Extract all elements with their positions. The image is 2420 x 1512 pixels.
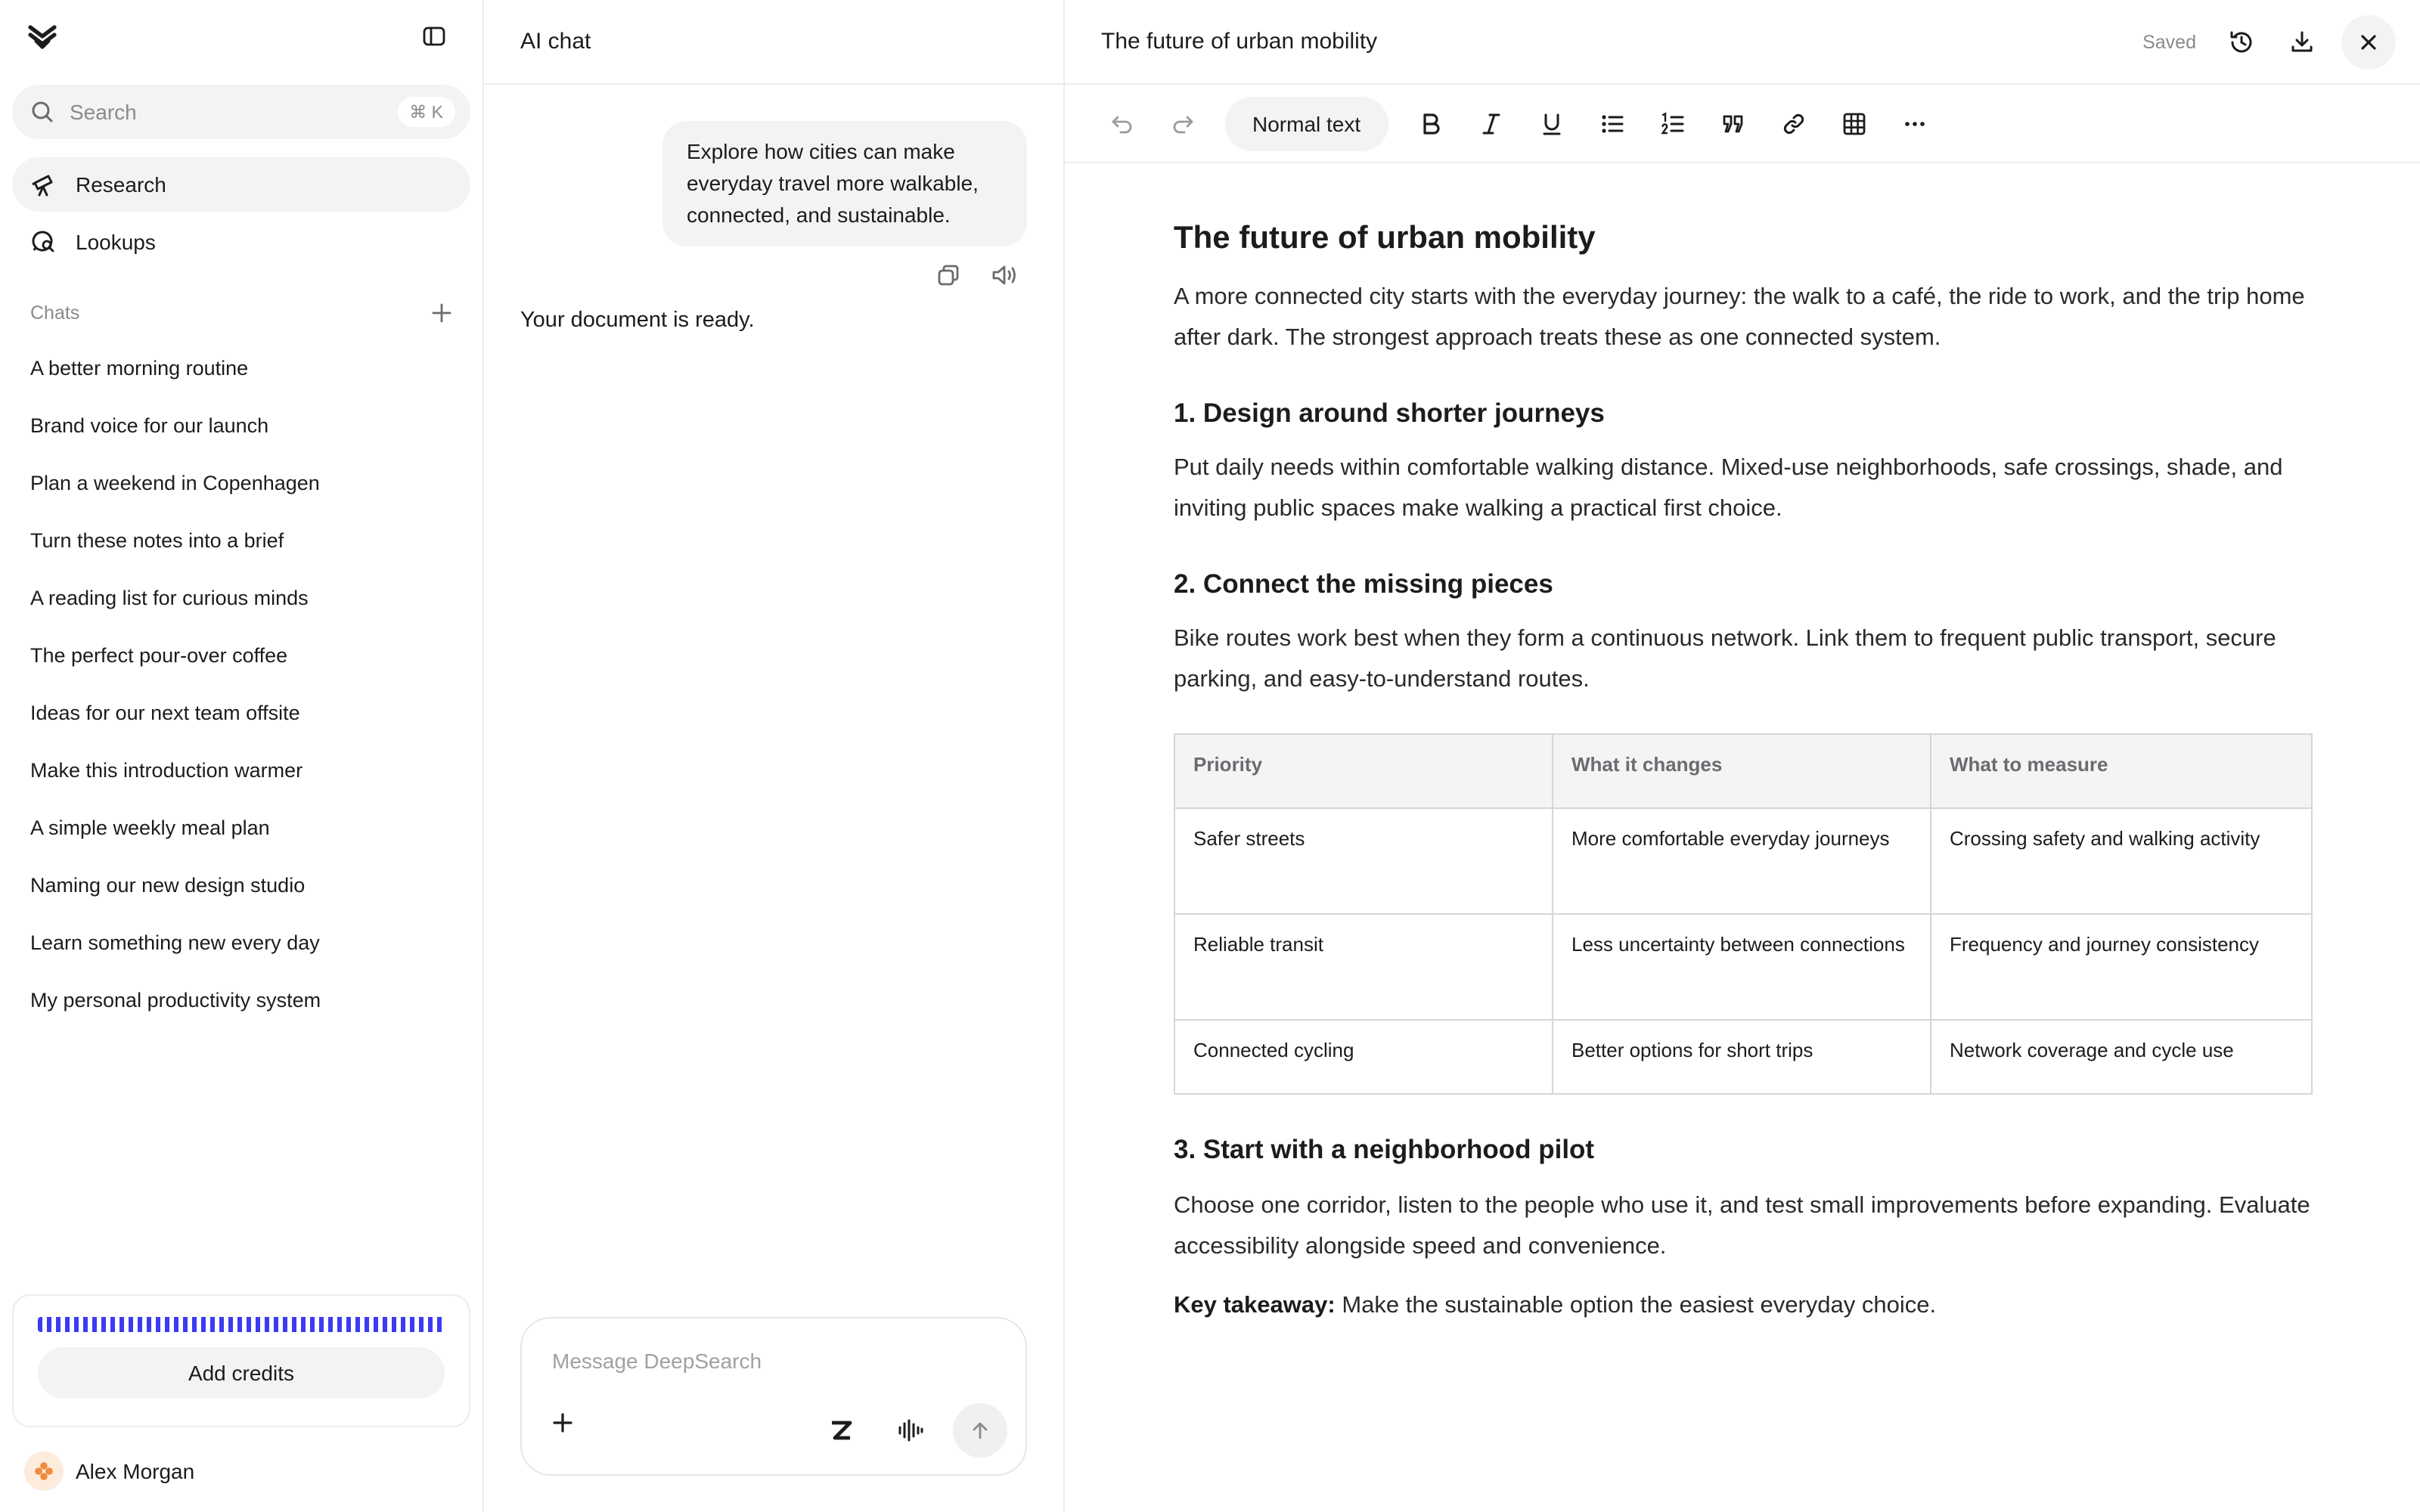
user-profile[interactable] (24, 1452, 194, 1491)
search-input[interactable] (12, 85, 470, 139)
chat-list-item[interactable]: My personal productivity system (30, 988, 321, 1011)
document-header-actions (2142, 14, 2396, 69)
chat-list-item[interactable]: Brand voice for our launch (30, 414, 269, 436)
underline-icon[interactable] (1521, 93, 1581, 153)
user-message-bubble: Explore how cities can make everyday travel more walkable, connected, and sustainable. (662, 121, 1027, 246)
search-bubble-icon (30, 228, 57, 256)
toggle-sidebar-icon[interactable] (413, 15, 455, 57)
priorities-table (1174, 733, 2313, 1095)
chat-list-item[interactable]: Ideas for our next team offsite (30, 701, 300, 723)
table-cell: Better options for short trips (1553, 1020, 1931, 1094)
chat-list-item[interactable]: A better morning routine (30, 356, 249, 379)
chat-list-item[interactable]: The perfect pour-over coffee (30, 643, 288, 666)
assistant-message: Your document is ready. (520, 308, 755, 333)
nav-item-lookups[interactable] (12, 215, 470, 269)
chats-section-header (30, 302, 452, 324)
search-label: Search (70, 100, 137, 124)
chat-list (0, 339, 482, 1028)
avatar-flower-icon (33, 1461, 54, 1482)
voice-waveform-icon[interactable] (883, 1403, 938, 1458)
model-z-icon[interactable] (814, 1403, 868, 1458)
send-button[interactable] (953, 1403, 1007, 1458)
more-options-icon[interactable] (1884, 93, 1944, 153)
table-row (1174, 808, 2312, 914)
text-style-select[interactable]: Normal text (1225, 96, 1388, 150)
table-cell: Network coverage and cycle use (1931, 1020, 2312, 1094)
read-aloud-icon[interactable] (991, 263, 1018, 287)
chat-list-item[interactable]: Learn something new every day (30, 931, 320, 953)
sidebar (0, 0, 484, 1512)
credits-progress-bar (38, 1317, 445, 1332)
table-header-row (1174, 734, 2312, 808)
chat-panel (484, 0, 1065, 1512)
sidebar-header (0, 0, 482, 73)
avatar (24, 1452, 64, 1491)
numbered-list-icon[interactable] (1642, 93, 1702, 153)
document-header (1065, 0, 2420, 85)
section-body: Bike routes work best when they form a continuous network. Link them to frequent public transport, secure parking, and easy-to-understand routes. (1174, 626, 2276, 692)
composer-placeholder[interactable]: Message DeepSearch (552, 1349, 762, 1373)
key-takeaway (1174, 1287, 2311, 1327)
chats-heading: Chats (30, 302, 80, 324)
history-icon[interactable] (2214, 14, 2269, 69)
search-shortcut: ⌘ K (397, 97, 455, 127)
chat-panel-title: AI chat (484, 0, 1063, 85)
table-header-cell: What to measure (1931, 734, 2312, 808)
chat-list-item[interactable]: Turn these notes into a brief (30, 528, 284, 551)
link-icon[interactable] (1763, 93, 1823, 153)
document-body[interactable] (1174, 163, 2311, 1327)
credits-card (12, 1294, 470, 1427)
message-composer[interactable] (520, 1317, 1027, 1476)
close-document-button[interactable] (2341, 14, 2396, 69)
table-row (1174, 1020, 2312, 1094)
table-cell: Reliable transit (1174, 914, 1553, 1020)
table-header-cell: Priority (1174, 734, 1553, 808)
chat-list-item[interactable]: Make this introduction warmer (30, 758, 303, 781)
attach-plus-icon[interactable] (552, 1412, 573, 1433)
bullet-list-icon[interactable] (1581, 93, 1642, 153)
quote-icon[interactable] (1702, 93, 1763, 153)
bold-icon[interactable] (1400, 93, 1460, 153)
undo-icon[interactable] (1092, 93, 1153, 153)
table-cell: Safer streets (1174, 808, 1553, 914)
key-takeaway-label: Key takeaway: (1174, 1293, 1336, 1318)
sidebar-nav (12, 157, 470, 269)
app-logo-icon[interactable] (27, 21, 57, 51)
section-body: Choose one corridor, listen to the people who use it, and test small improvements before expanding. Evaluate accessibility alongside speed and convenience. (1174, 1193, 2310, 1259)
table-cell: Less uncertainty between connections (1553, 914, 1931, 1020)
table-row (1174, 914, 2312, 1020)
section-heading: 3. Start with a neighborhood pilot (1174, 1134, 1595, 1164)
section-heading: 1. Design around shorter journeys (1174, 398, 1605, 428)
arrow-up-icon (971, 1421, 989, 1439)
nav-item-label: Lookups (76, 230, 156, 254)
nav-item-research[interactable] (12, 157, 470, 212)
document-panel (1065, 0, 2420, 1512)
copy-icon[interactable] (936, 263, 960, 287)
new-chat-plus-icon[interactable] (431, 302, 452, 324)
saved-status: Saved (2142, 31, 2196, 52)
telescope-icon (30, 171, 57, 198)
key-takeaway-text: Make the sustainable option the easiest everyday choice. (1342, 1293, 1937, 1318)
chat-list-item[interactable]: A simple weekly meal plan (30, 816, 270, 838)
chat-list-item[interactable]: A reading list for curious minds (30, 586, 309, 609)
message-actions (936, 263, 1018, 287)
section-heading: 2. Connect the missing pieces (1174, 569, 1553, 599)
close-icon (2360, 33, 2378, 51)
formatting-toolbar (1065, 85, 2420, 163)
nav-item-label: Research (76, 172, 166, 197)
credits-progress-fill (38, 1317, 445, 1332)
table-header-cell: What it changes (1553, 734, 1931, 808)
italic-icon[interactable] (1460, 93, 1521, 153)
download-icon[interactable] (2275, 14, 2329, 69)
table-cell: Crossing safety and walking activity (1931, 808, 2312, 914)
chat-list-item[interactable]: Plan a weekend in Copenhagen (30, 471, 320, 494)
table-cell: Frequency and journey consistency (1931, 914, 2312, 1020)
redo-icon[interactable] (1153, 93, 1213, 153)
table-cell: Connected cycling (1174, 1020, 1553, 1094)
section-body: Put daily needs within comfortable walking distance. Mixed-use neighborhoods, safe crossings, shade, and inviting public spaces make walking a practical first choice. (1174, 455, 2283, 521)
document-intro: A more connected city starts with the everyday journey: the walk to a café, the ride to work, and the trip home after dark. The strongest approach treats these as one connected system. (1174, 284, 2305, 350)
composer-tools (814, 1403, 1007, 1458)
table-cell: More comfortable everyday journeys (1553, 808, 1931, 914)
chat-list-item[interactable]: Naming our new design studio (30, 873, 306, 896)
table-icon[interactable] (1823, 93, 1884, 153)
search-icon (30, 100, 54, 124)
user-name: Alex Morgan (76, 1459, 195, 1483)
add-credits-button[interactable]: Add credits (38, 1347, 445, 1399)
document-header-title[interactable]: The future of urban mobility (1101, 29, 1378, 54)
document-title: The future of urban mobility (1174, 221, 1596, 256)
